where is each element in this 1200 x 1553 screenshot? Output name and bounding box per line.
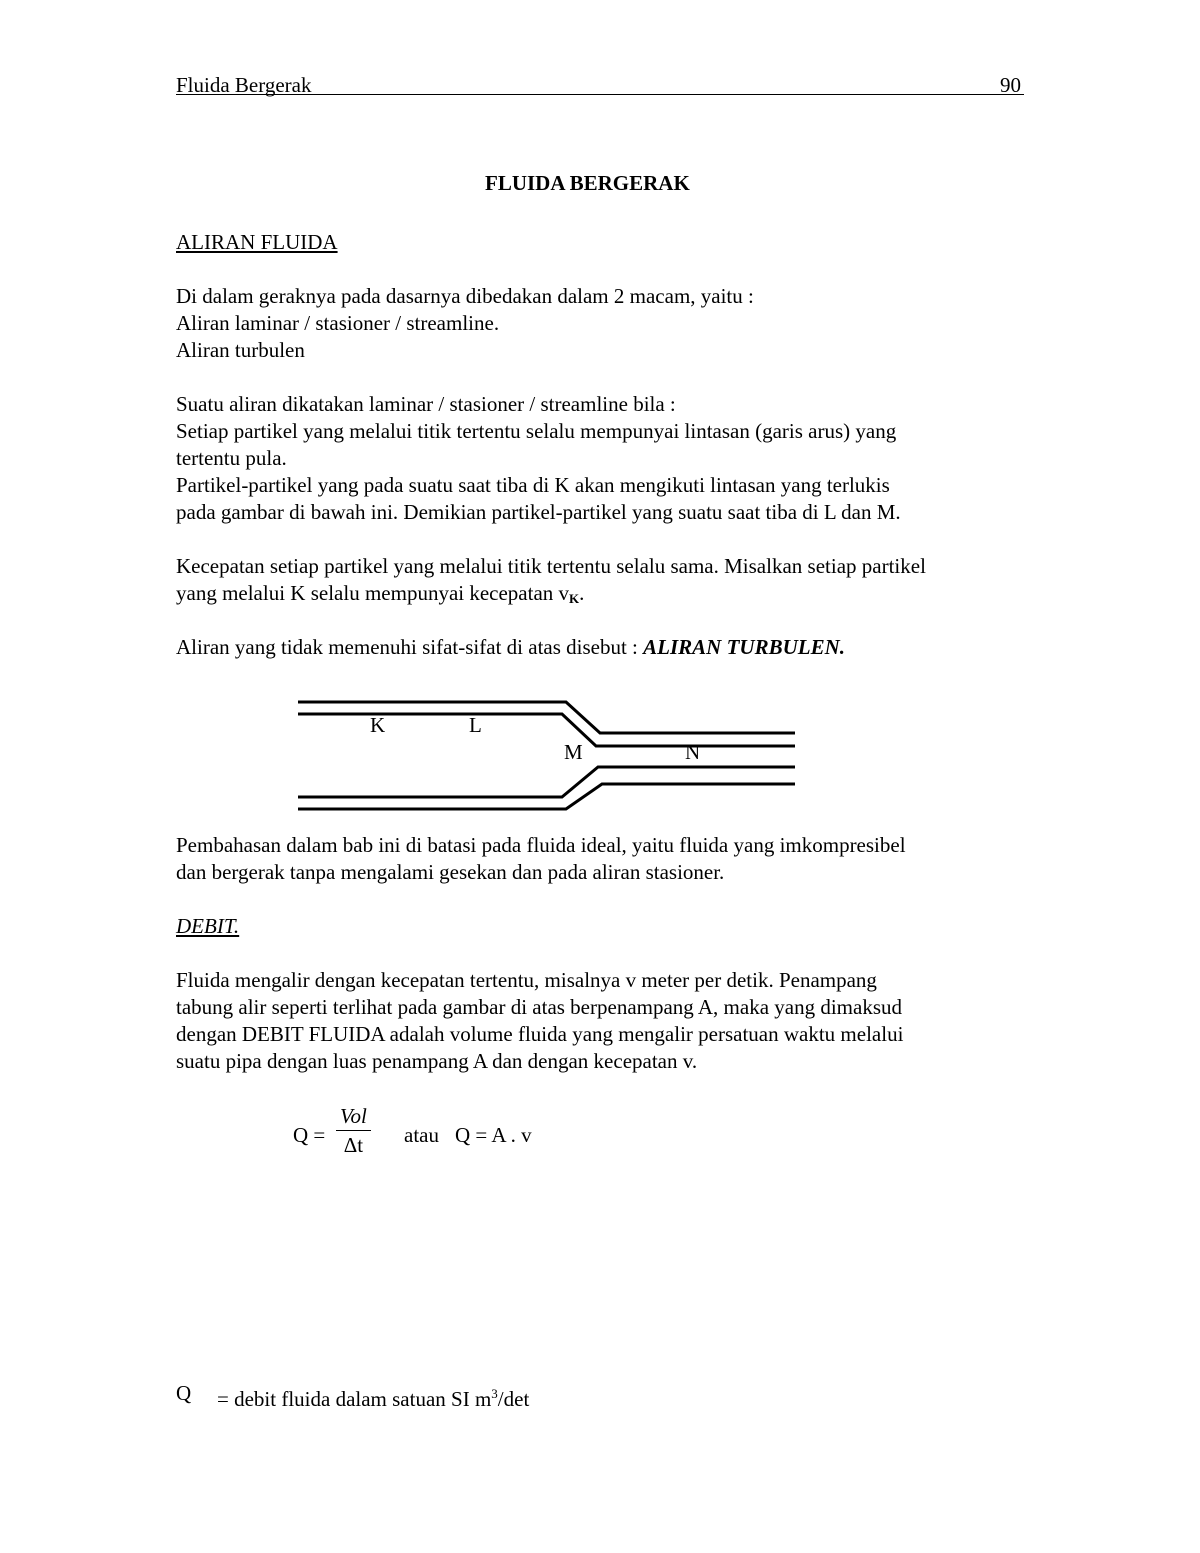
definition-line (217, 1380, 529, 1413)
point-label-l: L (469, 713, 482, 737)
formula-lhs: Q = (293, 1123, 326, 1147)
section-heading-debit: DEBIT. (176, 914, 240, 938)
definition-text: = debit fluida dalam satuan SI m (217, 1387, 492, 1411)
paragraph-line: suatu pipa dengan luas penampang A dan dengan kecepatan v. (176, 1049, 698, 1073)
page-title: FLUIDA BERGERAK (485, 171, 690, 195)
unit-exponent: 3 (491, 1386, 498, 1401)
paragraph-line: Aliran laminar / stasioner / streamline. (176, 311, 500, 335)
emphasis-turbulen: ALIRAN TURBULEN. (643, 635, 845, 659)
paragraph-text: . (579, 581, 585, 605)
paragraph-line: dan bergerak tanpa mengalami gesekan dan pada aliran stasioner. (176, 860, 725, 884)
point-label-k: K (370, 713, 386, 737)
paragraph-line: Pembahasan dalam bab ini di batasi pada fluida ideal, yaitu fluida yang imkompresibel (176, 833, 906, 857)
definition-symbol: Q (176, 1381, 192, 1405)
formula-alternative: Q = A . v (455, 1123, 532, 1147)
point-label-n: N (685, 740, 701, 764)
formula-fraction (336, 1104, 371, 1159)
section-heading-aliran-fluida: ALIRAN FLUIDA (176, 230, 338, 254)
flow-line (298, 767, 795, 797)
paragraph-line: Di dalam geraknya pada dasarnya dibedakan dalam 2 macam, yaitu : (176, 284, 754, 308)
paragraph-line: Partikel-partikel yang pada suatu saat tiba di K akan mengikuti lintasan yang terlukis (176, 473, 890, 497)
paragraph-line: Kecepatan setiap partikel yang melalui titik tertentu selalu sama. Misalkan setiap partikel (176, 554, 926, 578)
paragraph-line: dengan DEBIT FLUIDA adalah volume fluida yang mengalir persatuan waktu melalui (176, 1022, 904, 1046)
paragraph-line: tertentu pula. (176, 446, 287, 470)
fraction-numerator: Vol (336, 1104, 371, 1131)
header-left: Fluida Bergerak (176, 73, 312, 97)
fraction-denominator: Δt (343, 1133, 364, 1157)
paragraph-line: Fluida mengalir dengan kecepatan tertentu, misalnya v meter per detik. Penampang (176, 968, 877, 992)
page-number: 90 (1000, 73, 1021, 97)
paragraph-line: Suatu aliran dikatakan laminar / stasioner / streamline bila : (176, 392, 676, 416)
paragraph-line: Setiap partikel yang melalui titik tertentu selalu mempunyai lintasan (garis arus) yang (176, 419, 897, 443)
paragraph-line: Aliran turbulen (176, 338, 305, 362)
paragraph-text: Aliran yang tidak memenuhi sifat-sifat di atas disebut : (176, 635, 644, 659)
velocity-subscript: K (569, 591, 580, 606)
paragraph-line: tabung alir seperti terlihat pada gambar di atas berpenampang A, maka yang dimaksud (176, 995, 903, 1019)
paragraph-text: yang melalui K selalu mempunyai kecepatan v (176, 581, 570, 605)
formula-connector: atau (404, 1123, 439, 1147)
paragraph-line: pada gambar di bawah ini. Demikian partikel-partikel yang suatu saat tiba di L dan M. (176, 500, 901, 524)
point-label-m: M (564, 740, 583, 764)
definition-unit: /det (497, 1387, 530, 1411)
